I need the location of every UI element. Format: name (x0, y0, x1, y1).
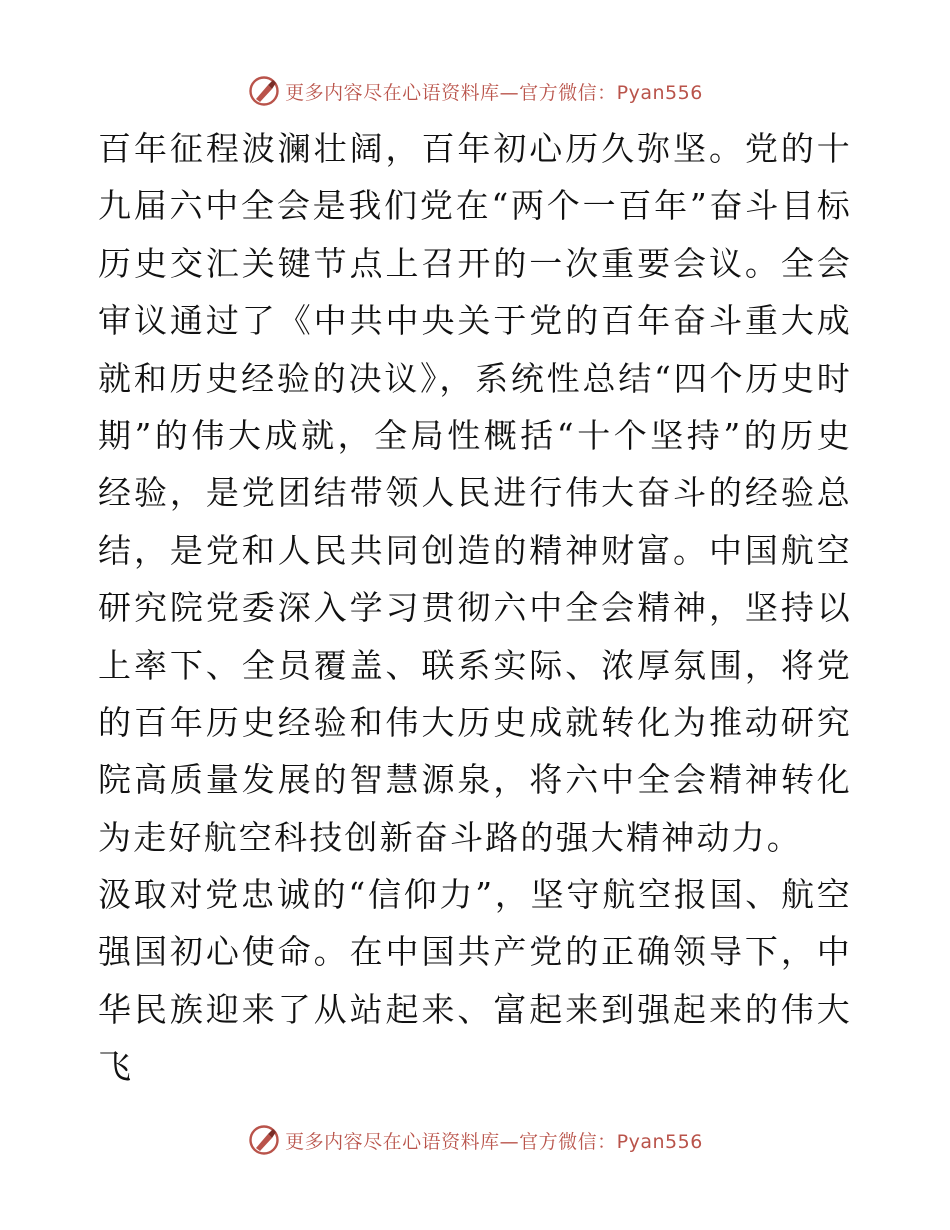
pen-logo-icon (247, 74, 281, 108)
pen-logo-icon (247, 1123, 281, 1157)
watermark-text: 更多内容尽在心语资料库—官方微信：Pyan556 (285, 1130, 703, 1153)
watermark-footer (0, 1122, 950, 1158)
body-paragraph-1: 百年征程波澜壮阔，百年初心历久弥坚。党的十九届六中全会是我们党在“两个一百年”奋斗目标历史交汇关键节点上召开的一次重要会议。全会审议通过了《中共中央关于党的百年奋斗重大成就和历史经验的决议》，系统性总结“四个历史时期”的伟大成就，全局性概括“十个坚持”的历史经验，是党团结带领人民进行伟大奋斗的经验总结，是党和人民共同创造的精神财富。中国航空研究院党委深入学习贯彻六中全会精神，坚持以上率下、全员覆盖、联系实际、浓厚氛围，将党的百年历史经验和伟大历史成就转化为推动研究院高质量发展的智慧源泉，将六中全会精神转化为走好航空科技创新奋斗路的强大精神动力。 (98, 129, 852, 857)
watermark-header (0, 73, 950, 109)
watermark-text: 更多内容尽在心语资料库—官方微信：Pyan556 (285, 81, 703, 104)
body-paragraph-2: 汲取对党忠诚的“信仰力”，坚守航空报国、航空强国初心使命。在中国共产党的正确领导下，中华民族迎来了从站起来、富起来到强起来的伟大飞 (98, 875, 852, 1087)
